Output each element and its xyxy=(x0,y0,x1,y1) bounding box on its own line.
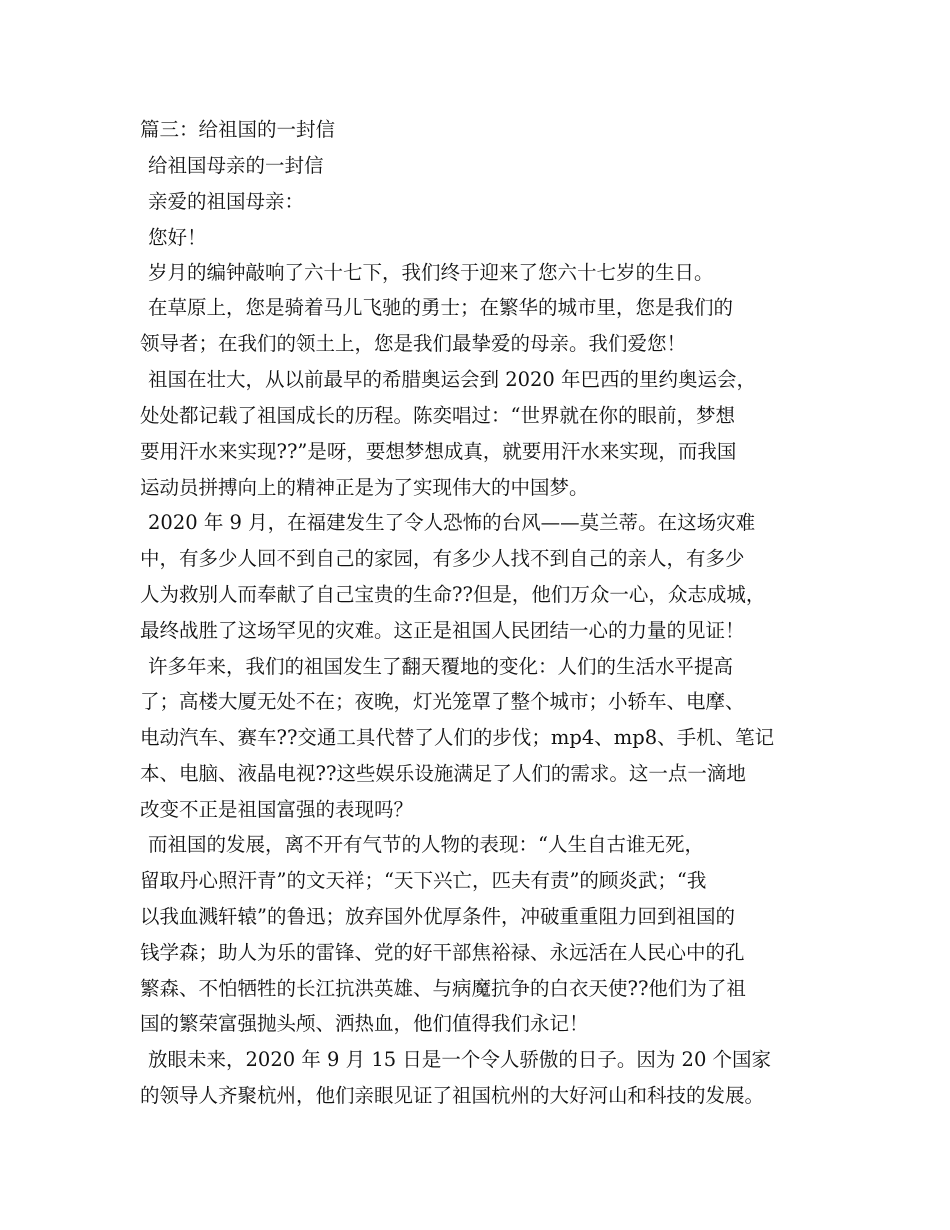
paragraph-line: 留取丹心照汗青”的文天祥；“天下兴亡，匹夫有责”的顾炎武；“我 xyxy=(140,869,707,892)
paragraph-line: 岁月的编钟敲响了六十七下，我们终于迎来了您六十七岁的生日。 xyxy=(148,261,714,284)
paragraph-line: 在草原上，您是骑着马儿飞驰的勇士；在繁华的城市里，您是我们的 xyxy=(148,296,734,319)
paragraph-line: 中，有多少人回不到自己的家园，有多少人找不到自己的亲人，有多少 xyxy=(140,547,745,570)
paragraph-line: 领导者；在我们的领土上，您是我们最挚爱的母亲。我们爱您！ xyxy=(140,332,687,355)
letter-title: 给祖国母亲的一封信 xyxy=(148,154,324,177)
paragraph-line: 许多年来，我们的祖国发生了翻天覆地的变化：人们的生活水平提高 xyxy=(148,655,734,678)
paragraph-line: 电动汽车、赛车??交通工具代替了人们的步伐；mp4、mp8、手机、笔记 xyxy=(140,726,775,749)
paragraph-line: 以我血溅轩辕”的鲁迅；放弃国外优厚条件，冲破重重阻力回到祖国的 xyxy=(140,905,735,928)
paragraph-line: 而祖国的发展，离不开有气节的人物的表现：“人生自古谁无死， xyxy=(148,833,704,856)
paragraph-line: 人为救别人而奉献了自己宝贵的生命??但是，他们万众一心，众志成城， xyxy=(140,583,766,606)
paragraph-line: 处处都记载了祖国成长的历程。陈奕唱过：“世界就在你的眼前，梦想 xyxy=(140,404,735,427)
paragraph-line: 繁森、不怕牺牲的长江抗洪英雄、与病魔抗争的白衣天使??他们为了祖 xyxy=(140,977,746,1000)
paragraph-line: 运动员拼搏向上的精神正是为了实现伟大的中国梦。 xyxy=(140,476,589,499)
paragraph-line: 本、电脑、液晶电视??这些娱乐设施满足了人们的需求。这一点一滴地 xyxy=(140,762,746,785)
paragraph-line: 改变不正是祖国富强的表现吗？ xyxy=(140,798,414,821)
paragraph-line: 的领导人齐聚杭州，他们亲眼见证了祖国杭州的大好河山和科技的发展。 xyxy=(140,1084,765,1107)
salutation: 亲爱的祖国母亲： xyxy=(148,190,305,213)
greeting: 您好！ xyxy=(148,226,207,249)
paragraph-line: 国的繁荣富强抛头颅、洒热血，他们值得我们永记！ xyxy=(140,1012,589,1035)
paragraph-line: 放眼未来，2020 年 9 月 15 日是一个令人骄傲的日子。因为 20 个国家 xyxy=(148,1048,772,1071)
paragraph-line: 了；高楼大厦无处不在；夜晚，灯光笼罩了整个城市；小轿车、电摩、 xyxy=(140,690,745,713)
paragraph-line: 钱学森；助人为乐的雷锋、党的好干部焦裕禄、永远活在人民心中的孔 xyxy=(140,941,745,964)
section-heading: 篇三：给祖国的一封信 xyxy=(140,118,336,141)
paragraph-line: 2020 年 9 月，在福建发生了令人恐怖的台风——莫兰蒂。在这场灾难 xyxy=(148,511,756,534)
paragraph-line: 要用汗水来实现??”是呀，要想梦想成真，就要用汗水来实现，而我国 xyxy=(140,440,737,463)
paragraph-line: 祖国在壮大，从以前最早的希腊奥运会到 2020 年巴西的里约奥运会， xyxy=(148,368,757,391)
paragraph-line: 最终战胜了这场罕见的灾难。这正是祖国人民团结一心的力量的见证！ xyxy=(140,619,745,642)
